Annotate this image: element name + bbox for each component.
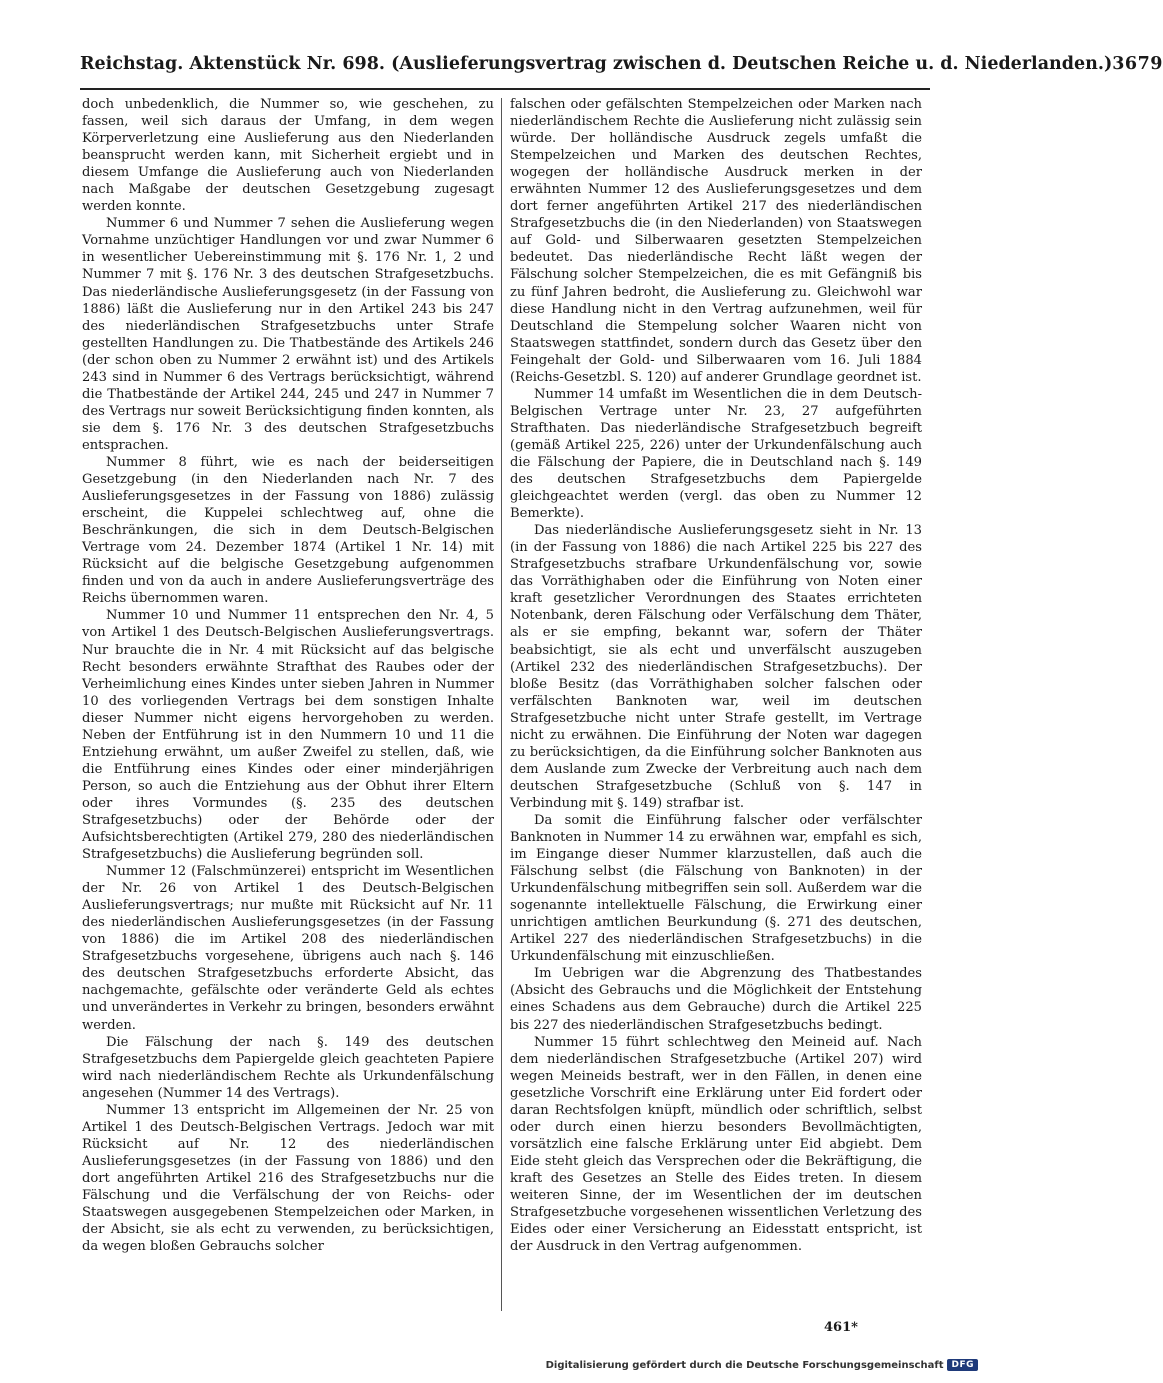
right-column — [510, 96, 922, 1312]
running-header — [80, 44, 1163, 84]
paragraph: Die Fälschung der nach §. 149 des deutschen Strafgesetzbuchs dem Papiergelde gleich geachteten Papiere wird nach niederländischem Rechte als Urkundenfälschung angesehen (Nummer 14 des Vertrags). — [82, 1034, 494, 1101]
page-number: 3679 — [1112, 54, 1163, 74]
header-title: Reichstag. Aktenstück Nr. 698. (Auslieferungsvertrag zwischen d. Deutschen Reiche u. d. Niederlanden.) — [80, 54, 1113, 74]
header-rule — [80, 88, 930, 90]
paragraph: Nummer 14 umfaßt im Wesentlichen die in dem Deutsch-Belgischen Vertrage unter Nr. 23, 27 aufgeführten Strafthaten. Das niederländische Strafgesetzbuch begreift (gemäß Artikel 225, 226) unter der Urkundenfälschung auch die Fälschung der Papiere, die in Deutschland nach §. 149 des deutschen Strafgesetzbuchs dem Papiergelde gleichgeachtet werden (vergl. das oben zu Nummer 12 Bemerkte). — [510, 386, 922, 522]
dfg-logo-icon: DFG — [947, 1359, 978, 1371]
paragraph: Nummer 10 und Nummer 11 entsprechen den Nr. 4, 5 von Artikel 1 des Deutsch-Belgischen Auslieferungsvertrags. Nur brauchte die in Nr. 4 mit Rücksicht auf das belgische Recht besonders erwähnte Strafthat des Raubes oder der Verheimlichung eines Kindes unter sieben Jahren in Nummer 10 des vorliegenden Vertrags bei dem sonstigen Inhalte dieser Nummer nicht eigens hervorgehoben zu werden. Neben der Entführung ist in den Nummern 10 und 11 die Entziehung erwähnt, um außer Zweifel zu stellen, daß, wie die Entführung eines Kindes oder einer minderjährigen Person, so auch die Entziehung aus der Obhut ihrer Eltern oder ihres Vormundes (§. 235 des deutschen Strafgesetzbuchs) oder der Behörde oder der Aufsichtsberechtigten (Artikel 279, 280 des niederländischen Strafgesetzbuchs) die Auslieferung begründen soll. — [82, 608, 494, 863]
paragraph: doch unbedenklich, die Nummer so, wie geschehen, zu fassen, weil sich daraus der Umfang, in dem wegen Körperverletzung eine Auslieferung aus den Niederlanden beansprucht werden kann, mit Sicherheit ergiebt und in diesem Umfange die Auslieferung auch von Niederlanden nach Maßgabe der deutschen Gesetzgebung zugesagt werden konnte. — [82, 97, 494, 215]
left-column — [82, 96, 494, 1312]
digitization-footer — [546, 1357, 978, 1373]
paragraph: Im Uebrigen war die Abgrenzung des Thatbestandes (Absicht des Gebrauchs und die Möglichkeit der Entstehung eines Schadens aus dem Gebrauche) durch die Artikel 225 bis 227 des niederländischen Strafgesetzbuchs bedingt. — [510, 966, 922, 1033]
paragraph: falschen oder gefälschten Stempelzeichen oder Marken nach niederländischem Rechte die Auslieferung nicht zulässig sein würde. Der holländische Ausdruck zegels umfaßt die Stempelzeichen und Marken des deutschen Rechtes, wogegen der holländische Ausdruck merken in der erwähnten Nummer 12 des Auslieferungsgesetzes und dem dort ferner angeführten Artikel 217 des niederländischen Strafgesetzbuchs die (in den Niederlanden) von Staatswegen auf Gold- und Silberwaaren gesetzten Stempelzeichen bedeutet. Das niederländische Recht läßt wegen der Fälschung solcher Stempelzeichen, die es mit Gefängniß bis zu fünf Jahren bedroht, die Auslieferung zu. Gleichwohl war diese Handlung nicht in den Vertrag aufzunehmen, weil für Deutschland die Stempelung solcher Waaren nicht von Staatswegen stattfindet, sondern durch das Gesetz über den Feingehalt der Gold- und Silberwaaren vom 16. Juli 1884 (Reichs-Gesetzbl. S. 120) auf anderer Grundlage geordnet ist. — [510, 97, 922, 385]
paragraph: Nummer 13 entspricht im Allgemeinen der Nr. 25 von Artikel 1 des Deutsch-Belgischen Vertrags. Jedoch war mit Rücksicht auf Nr. 12 des niederländischen Auslieferungsgesetzes (in der Fassung von 1886) und den dort angeführten Artikel 216 des Strafgesetzbuchs nur die Fälschung und die Verfälschung der von Reichs- oder Staatswegen ausgegebenen Stempelzeichen oder Marken, in der Absicht, sie als echt zu verwenden, zu berücksichtigen, da wegen bloßen Gebrauchs solcher — [82, 1102, 494, 1255]
paragraph: Nummer 6 und Nummer 7 sehen die Auslieferung wegen Vornahme unzüchtiger Handlungen vor und zwar Nummer 6 in wesentlicher Uebereinstimmung mit §. 176 Nr. 1, 2 und Nummer 7 mit §. 176 Nr. 3 des deutschen Strafgesetzbuchs. Das niederländische Auslieferungsgesetz (in der Fassung von 1886) läßt die Auslieferung nur in den Artikel 243 bis 247 des niederländischen Strafgesetzbuchs unter Strafe gestellten Handlungen zu. Die Thatbestände des Artikels 246 (der schon oben zu Nummer 2 erwähnt ist) und des Artikels 243 sind in Nummer 6 des Vertrags berücksichtigt, während die Thatbestände der Artikel 244, 245 und 247 in Nummer 7 des Vertrags nur soweit Berücksichtigung finden konnten, als sie dem §. 176 Nr. 3 des deutschen Strafgesetzbuchs entsprachen. — [82, 216, 494, 453]
paragraph: Nummer 15 führt schlechtweg den Meineid auf. Nach dem niederländischen Strafgesetzbuche (Artikel 207) wird wegen Meineids bestraft, wer in den Fällen, in denen eine gesetzliche Vorschrift eine Erklärung unter Eid fordert oder daran Rechtsfolgen knüpft, mündlich oder schriftlich, selbst oder durch einen hierzu besonders Bevollmächtigten, vorsätzlich eine falsche Erklärung unter Eid abgiebt. Dem Eide steht gleich das Versprechen oder die Bekräftigung, die kraft des Gesetzes an Stelle des Eides treten. In diesem weiteren Sinne, der im Wesentlichen der im deutschen Strafgesetzbuche vorgesehenen wissentlichen Verletzung des Eides oder einer Versicherung an Eidesstatt entspricht, ist der Ausdruck in den Vertrag aufgenommen. — [510, 1034, 922, 1255]
paragraph: Das niederländische Auslieferungsgesetz sieht in Nr. 13 (in der Fassung von 1886) die nach Artikel 225 bis 227 des Strafgesetzbuchs strafbare Urkundenfälschung vor, sowie das Vorräthighaben oder die Einführung von Noten einer kraft gesetzlicher Verordnungen des Staates errichteten Notenbank, deren Fälschung oder Verfälschung dem Thäter, als er sie empfing, bekannt war, sofern der Thäter beabsichtigt, sie als echt und unverfälscht auszugeben (Artikel 232 des niederländischen Strafgesetzbuchs). Der bloße Besitz (das Vorräthighaben solcher falschen oder verfälschten Banknoten war, weil im deutschen Strafgesetzbuche nicht unter Strafe gestellt, im Vertrage nicht zu erwähnen. Die Einführung der Noten war dagegen zu berücksichtigen, da die Einführung solcher Banknoten aus dem Auslande zum Zwecke der Verbreitung auch nach dem deutschen Strafgesetzbuche (Schluß von §. 147 in Verbindung mit §. 149) strafbar ist. — [510, 523, 922, 811]
footer-text: Digitalisierung gefördert durch die Deutsche Forschungsgemeinschaft — [545, 1359, 944, 1371]
paragraph: Da somit die Einführung falscher oder verfälschter Banknoten in Nummer 14 zu erwähnen war, empfahl es sich, im Eingange dieser Nummer klarzustellen, daß auch die Fälschung selbst (die Fälschung von Banknoten) in der Urkundenfälschung mitbegriffen sein soll. Außerdem war die sogenannte intellektuelle Fälschung, die Erwirkung einer unrichtigen amtlichen Beurkundung (§. 271 des deutschen, Artikel 227 des niederländischen Strafgesetzbuchs) in die Urkundenfälschung mit einzuschließen. — [510, 812, 922, 965]
paragraph: Nummer 12 (Falschmünzerei) entspricht im Wesentlichen der Nr. 26 von Artikel 1 des Deutsch-Belgischen Auslieferungsvertrags; nur mußte mit Rücksicht auf Nr. 11 des niederländischen Auslieferungsgesetzes (in der Fassung von 1886) die im Artikel 208 des niederländischen Strafgesetzbuchs vorgesehene, übrigens auch nach §. 146 des deutschen Strafgesetzbuchs erforderte Absicht, das nachgemachte, gefälschte oder veränderte Geld als echtes und unverändertes in Verkehr zu bringen, besonders erwähnt werden. — [82, 864, 494, 1033]
signature-mark: 461* — [824, 1320, 858, 1335]
column-divider — [501, 98, 502, 1311]
paragraph: Nummer 8 führt, wie es nach der beiderseitigen Gesetzgebung (in den Niederlanden nach Nr. 7 des Auslieferungsgesetzes in der Fassung von 1886) zulässig erscheint, die Kuppelei schlechtweg auf, ohne die Beschränkungen, die sich in dem Deutsch-Belgischen Vertrage vom 24. Dezember 1874 (Artikel 1 Nr. 14) mit Rücksicht auf die belgische Gesetzgebung aufgenommen finden und von da auch in andere Auslieferungsverträge des Reichs übernommen waren. — [82, 454, 494, 607]
